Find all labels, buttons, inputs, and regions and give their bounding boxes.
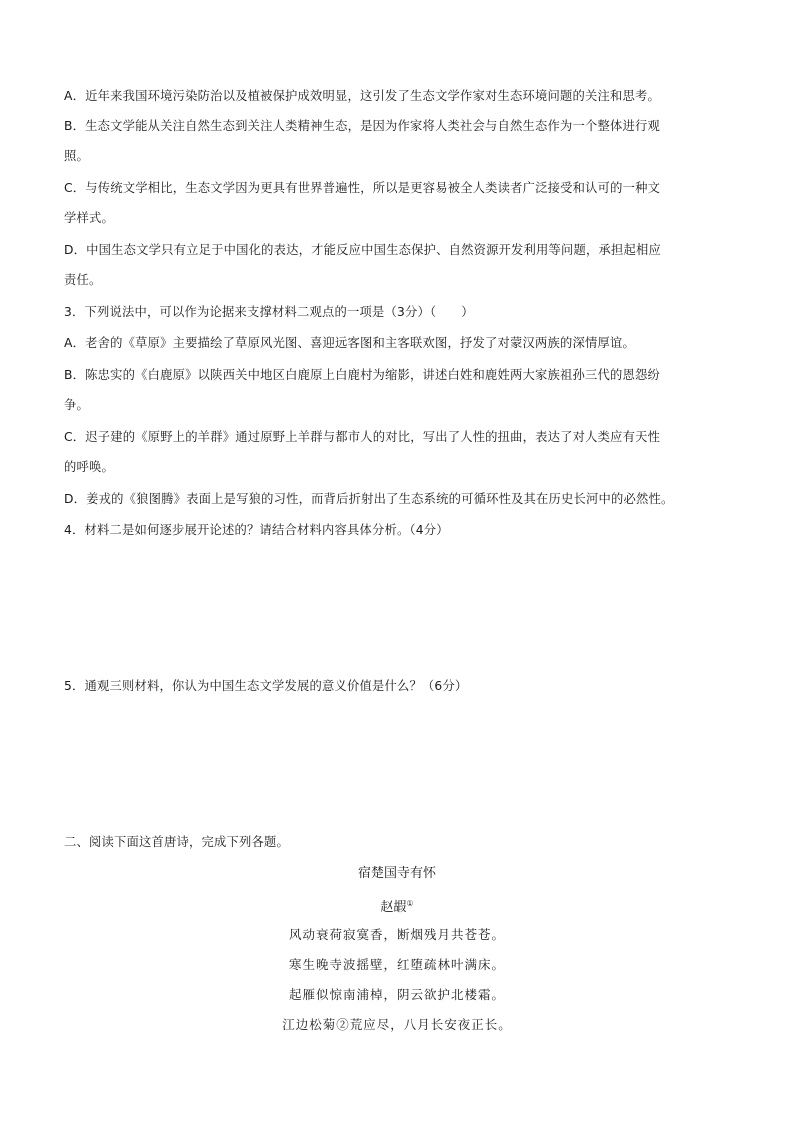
q4-stem: 4．材料二是如何逐步展开论述的？请结合材料内容具体分析。（4分） — [64, 523, 449, 537]
q3-option-a: A．老舍的《草原》主要描绘了草原风光图、喜迎远客图和主客联欢图，抒发了对蒙汉两族的深情厚谊。 — [64, 336, 635, 350]
poem-author-footnote-mark: ① — [406, 899, 414, 908]
q3-option-c: C．迟子建的《原野上的羊群》通过原野上羊群与都市人的对比，写出了人性的扭曲，表达了对人类应有天性 — [64, 430, 661, 444]
q3-stem: 3．下列说法中，可以作为论据来支撑材料二观点的一项是（3分）（ ） — [64, 305, 474, 319]
q2-option-d-cont: 责任。 — [64, 273, 102, 287]
q2-option-d: D．中国生态文学只有立足于中国化的表达，才能反应中国生态保护、自然资源开发利用等问题，承担起相应 — [64, 243, 662, 257]
q5-stem: 5．通观三则材料，你认为中国生态文学发展的意义价值是什么？（6分） — [64, 679, 468, 693]
poem-author-name: 赵嘏 — [380, 900, 407, 915]
poem-line-4: 江边松菊②荒应尽，八月长安夜正长。 — [282, 1017, 512, 1032]
q2-option-b: B．生态文学能从关注自然生态到关注人类精神生态，是因为作家将人类社会与自然生态作为一个整体进行观 — [64, 119, 660, 133]
poem-author — [0, 894, 794, 918]
poem-line-3: 起雁似惊南浦棹，阴云欲护北楼霜。 — [288, 987, 505, 1002]
q2-option-b-cont: 照。 — [64, 149, 89, 163]
poem-line-2: 寒生晚寺波摇壁，红堕疏林叶满床。 — [288, 957, 505, 972]
section-heading: 二、阅读下面这首唐诗，完成下列各题。 — [64, 835, 289, 849]
q3-option-c-cont: 的呼唤。 — [64, 460, 114, 474]
poem-title: 宿楚国寺有怀 — [357, 866, 436, 881]
q2-option-c: C．与传统文学相比，生态文学因为更具有世界普遍性，所以是更容易被全人类读者广泛接受和认可的一种文 — [64, 181, 661, 195]
q3-option-b-cont: 争。 — [64, 398, 89, 412]
q2-option-c-cont: 学样式。 — [64, 211, 114, 225]
q2-option-a: A．近年来我国环境污染防治以及植被保护成效明显，这引发了生态文学作家对生态环境问题的关注和思考。 — [64, 89, 660, 103]
poem-line-1: 风动衰荷寂寞香，断烟残月共苍苍。 — [288, 927, 505, 942]
q3-option-b: B．陈忠实的《白鹿原》以陕西关中地区白鹿原上白鹿村为缩影，讲述白姓和鹿姓两大家族祖孙三代的恩怨纷 — [64, 368, 660, 382]
q3-option-d: D．姜戎的《狼图腾》表面上是写狼的习性，而背后折射出了生态系统的可循环性及其在历史长河中的必然性。 — [64, 492, 674, 506]
